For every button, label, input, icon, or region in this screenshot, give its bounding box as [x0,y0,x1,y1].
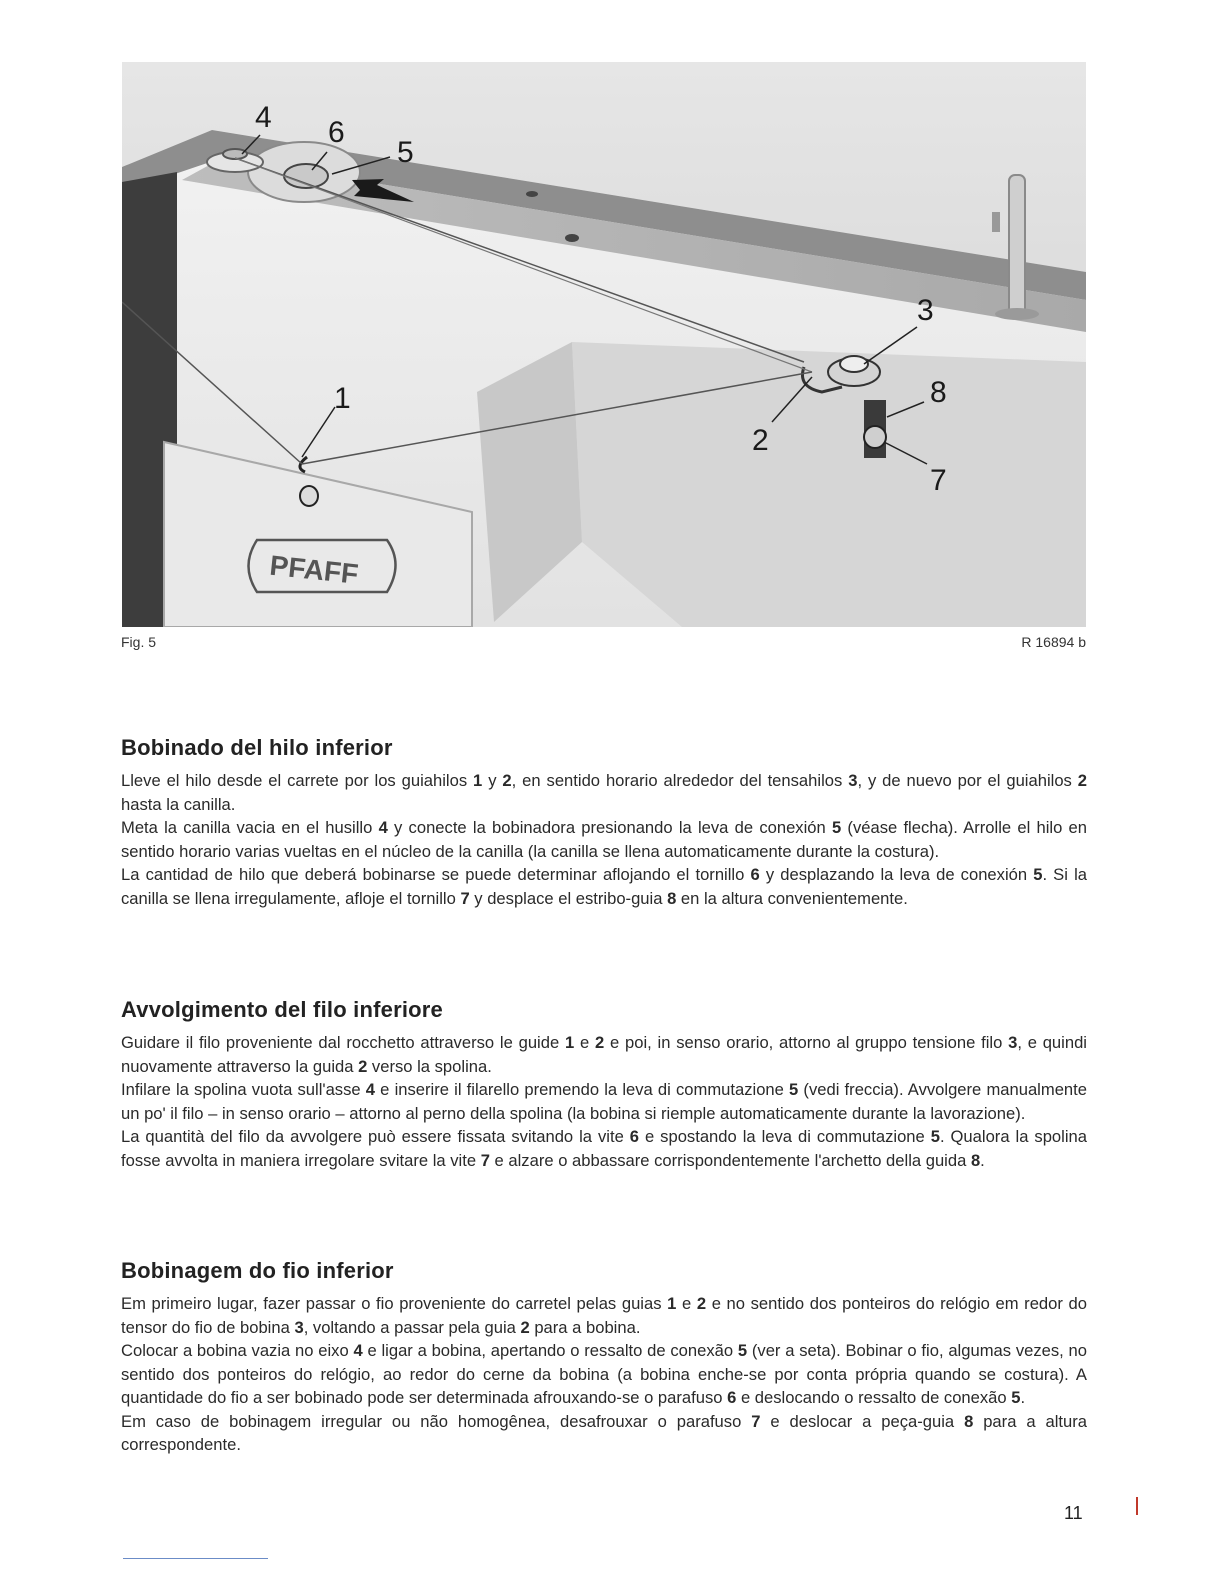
callout-7: 7 [930,464,947,497]
callout-2: 2 [752,424,769,457]
screw-hole-icon [526,191,538,197]
callout-1: 1 [334,382,351,415]
section-title: Avvolgimento del filo inferiore [121,997,443,1022]
sewing-machine-illustration [122,62,1086,627]
section-title: Bobinagem do fio inferior [121,1258,394,1283]
section-body: Guidare il filo proveniente dal rocchetto attraverso le guide 1 e 2 e poi, in senso orario, attorno al gruppo tensione filo 3, e quindi nuovamente attraverso la guida 2 verso la spolina. Infilare la spolina vuota sull'asse 4 e inserire il filarello premendo la leva di commutazione 5 (vedi freccia). Avvolgere manualmente un po' il filo – in senso orario – attorno al perno della spolina (la bobina si riemple automaticamente durante la lavorazione). La quantità del filo da avvolgere può essere fissata svitando la vite 6 e spostando la leva di commutazione 5. Qualora la spolina fosse avvolta in maniera irregolare svitare la vite 7 e alzare o abbassare corrispondentemente l'archetto della guida 8. [121,1033,1087,1170]
bottom-rule [123,1558,268,1559]
spool-pin-base [995,308,1039,320]
section-body: Lleve el hilo desde el carrete por los guiahilos 1 y 2, en sentido horario alrededor del tensahilos 3, y de nuevo por el guiahilos 2 hasta la canilla. Meta la canilla vacia en el husillo 4 y conecte la bobinadora presionando la leva de conexión 5 (véase flecha). Arrolle el hilo en sentido horario varias vueltas en el núcleo de la canilla (la canilla se llena automaticamente durante la costura). La cantidad de hilo que deberá bobinarse se puede determinar aflojando el tornillo 6 y desplazando la leva de conexión 5. Si la canilla se llena irregulamente, afloje el tornillo 7 y desplace el estribo-guia 8 en la altura convenientemente. [121,771,1087,908]
section-title: Bobinado del hilo inferior [121,735,393,760]
thread-spool-pin [1009,175,1025,315]
section-body: Em primeiro lugar, fazer passar o fio proveniente do carretel pelas guias 1 e 2 e no sentido dos ponteiros do relógio em redor do tensor do fio de bobina 3, voltando a passar pela guia 2 para a bobina. Colocar a bobina vazia no eixo 4 e ligar a bobina, apertando o ressalto de conexão 5 (ver a seta). Bobinar o fio, algumas vezes, no sentido dos ponteiros do relógio, ao redor do cerne da bobina (a bobina enche-se por conta própria quando se costura). A quantidade do fio a ser bobinado pode ser determinada afrouxando-se o parafuso 6 e deslocando o ressalto de conexão 5. Em caso de bobinagem irregular ou não homogênea, desafrouxar o parafuso 7 e deslocar a peça-guia 8 para a altura correspondente. [121,1294,1087,1454]
guide-screw-icon [300,486,318,506]
page-number: 11 [1064,1503,1083,1523]
section-spanish [121,735,1087,910]
screw-hole-icon [565,234,579,242]
figure-caption: Fig. 5 [121,634,157,650]
screw-7 [864,426,886,448]
section-portuguese [121,1258,1087,1457]
callout-6: 6 [328,116,345,149]
edge-mark [1136,1497,1138,1515]
thread-pin-base [992,212,1000,232]
figure-photo [122,62,1086,627]
callout-4: 4 [255,101,272,134]
front-step [572,342,1086,627]
section-italian [121,997,1087,1172]
bobbin-spindle-top [223,149,247,159]
figure-reference: R 16894 b [1021,634,1086,650]
brand-logo-text: PFAFF [268,549,360,590]
callout-8: 8 [930,376,947,409]
callout-5: 5 [397,136,414,169]
callout-3: 3 [917,294,934,327]
tension-disk-top [840,356,868,372]
